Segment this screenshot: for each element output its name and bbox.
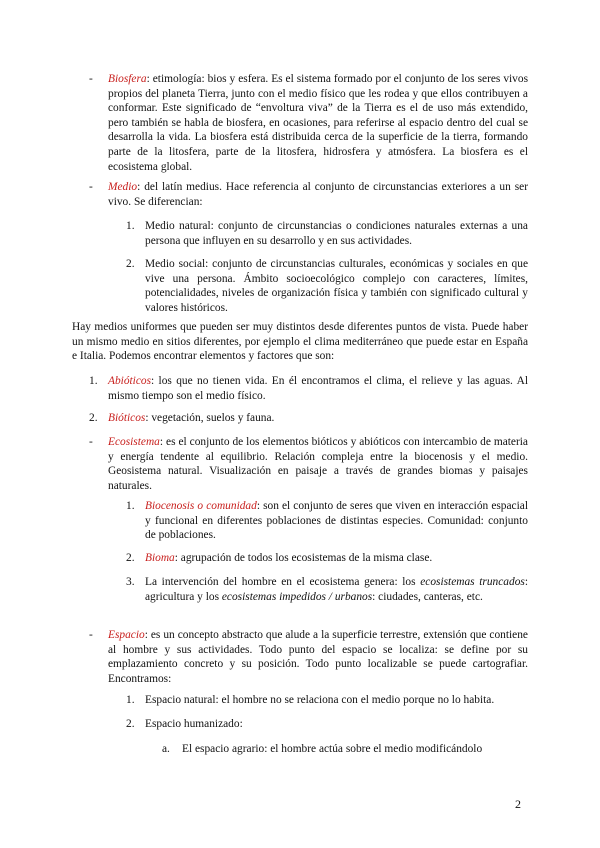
term-medio: Medio xyxy=(108,181,138,193)
intervencion-text-post: : ciudades, canteras, etc. xyxy=(372,590,483,603)
list-number: 3. xyxy=(126,576,135,588)
term-ecosistemas-truncados: ecosistemas truncados xyxy=(420,576,525,588)
biocenosis-item xyxy=(145,499,528,543)
espacio-agrario-item: El espacio agrario: el hombre actúa sobre el medio modificándolo xyxy=(182,743,483,755)
term-biosfera: Biosfera xyxy=(108,73,147,85)
medio-social-item: Medio social: conjunto de circunstancias culturales, económicas y sociales en que vive una persona. Ámbito socioecológico complejo con caracteres, límites, potencialidades, niveles de organización física y también con significado cultural y valores históricos. xyxy=(145,258,528,314)
intervencion-text-mid: : agricultura y los xyxy=(145,576,528,603)
dash-bullet: - xyxy=(89,436,93,448)
espacio-paragraph xyxy=(108,628,528,686)
list-number: 1. xyxy=(126,220,135,232)
intervencion-item xyxy=(145,575,528,604)
medio-text: : del latín medius. Hace referencia al conjunto de circunstancias exteriores a un ser vivo. Se diferencian: xyxy=(108,181,528,208)
biocenosis-text: : son el conjunto de seres que viven en interacción espacial y funcional en diferentes poblaciones de distintas especies. Comunidad: conjunto de poblaciones. xyxy=(145,500,528,542)
list-number: 1. xyxy=(89,375,98,387)
list-number: 1. xyxy=(126,500,135,512)
list-number: 1. xyxy=(126,694,135,706)
list-number: 2. xyxy=(126,552,135,564)
bioticos-text: : vegetación, suelos y fauna. xyxy=(145,412,275,424)
bioma-text: : agrupación de todos los ecosistemas de la misma clase. xyxy=(174,552,433,564)
ecosistema-paragraph xyxy=(108,435,528,493)
bioma-item xyxy=(145,551,528,566)
page-number: 2 xyxy=(515,797,521,811)
list-number: 2. xyxy=(89,412,98,424)
dash-bullet: - xyxy=(89,629,93,641)
medio-natural-item: Medio natural: conjunto de circunstancias o condiciones naturales externas a una persona que influyen en su desarrollo y en sus actividades. xyxy=(145,220,528,247)
term-espacio: Espacio xyxy=(108,629,145,641)
term-biocenosis: Biocenosis o comunidad xyxy=(145,500,257,512)
espacio-humanizado-item: Espacio humanizado: xyxy=(145,718,243,730)
biosfera-paragraph xyxy=(108,72,528,174)
biosfera-text: : etimología: bios y esfera. Es el sistema formado por el conjunto de los seres vivos propios del planeta Tierra, junto con el medio físico que les rodea y que ellos contribuyen a conformar. Este significado de “envoltura viva” de la Tierra es el de uso más extendido, pero también se habla de biosfera, en ocasiones, para referirse al espacio dentro del cual se desarrolla la vida. La biosfera está distribuida cerca de la superficie de la tierra, formando parte de la litosfera, parte de la litosfera, hidrosfera y atmósfera. La biosfera es el ecosistema global. xyxy=(108,73,528,173)
abioticos-item xyxy=(108,374,528,403)
term-abioticos: Abióticos xyxy=(108,375,152,387)
body-paragraph: Hay medios uniformes que pueden ser muy distintos desde diferentes puntos de vista. Puede haber un mismo medio en sitios diferentes, por ejemplo el clima mediterráneo que puede estar en España e Italia. Podemos encontrar elementos y factores que son: xyxy=(72,321,528,363)
bioticos-item xyxy=(108,411,528,426)
term-ecosistemas-impedidos: ecosistemas impedidos / urbanos xyxy=(221,590,373,603)
sublist-letter: a. xyxy=(162,743,170,755)
list-number: 2. xyxy=(126,718,135,730)
intervencion-text-pre: La intervención del hombre en el ecosistema genera: los xyxy=(145,576,421,588)
abioticos-text: : los que no tienen vida. En él encontramos el clima, el relieve y las aguas. Al mismo tiempo son el medio físico. xyxy=(108,375,528,402)
medio-paragraph xyxy=(108,180,528,209)
espacio-natural-item: Espacio natural: el hombre no se relaciona con el medio porque no lo habita. xyxy=(145,694,495,706)
term-ecosistema: Ecosistema xyxy=(108,436,160,448)
term-bioticos: Bióticos xyxy=(108,412,146,424)
term-bioma: Bioma xyxy=(145,552,175,564)
list-number: 2. xyxy=(126,258,135,270)
dash-bullet: - xyxy=(89,73,93,85)
dash-bullet: - xyxy=(89,181,93,193)
espacio-text: : es un concepto abstracto que alude a la superficie terrestre, extensión que contiene al hombre y sus actividades. Todo punto del espacio se localiza: se define por su emplazamiento concreto y su posición. Todo punto localizable se puede cartografiar. Encontramos: xyxy=(108,629,528,685)
ecosistema-text: : es el conjunto de los elementos bióticos y abióticos con intercambio de materia y energía tendente al equilibrio. Relación compleja entre la biocenosis y el medio. Geosistema natural. Visualización en paisaje a través de grandes biomas y paisajes naturales. xyxy=(108,436,528,492)
